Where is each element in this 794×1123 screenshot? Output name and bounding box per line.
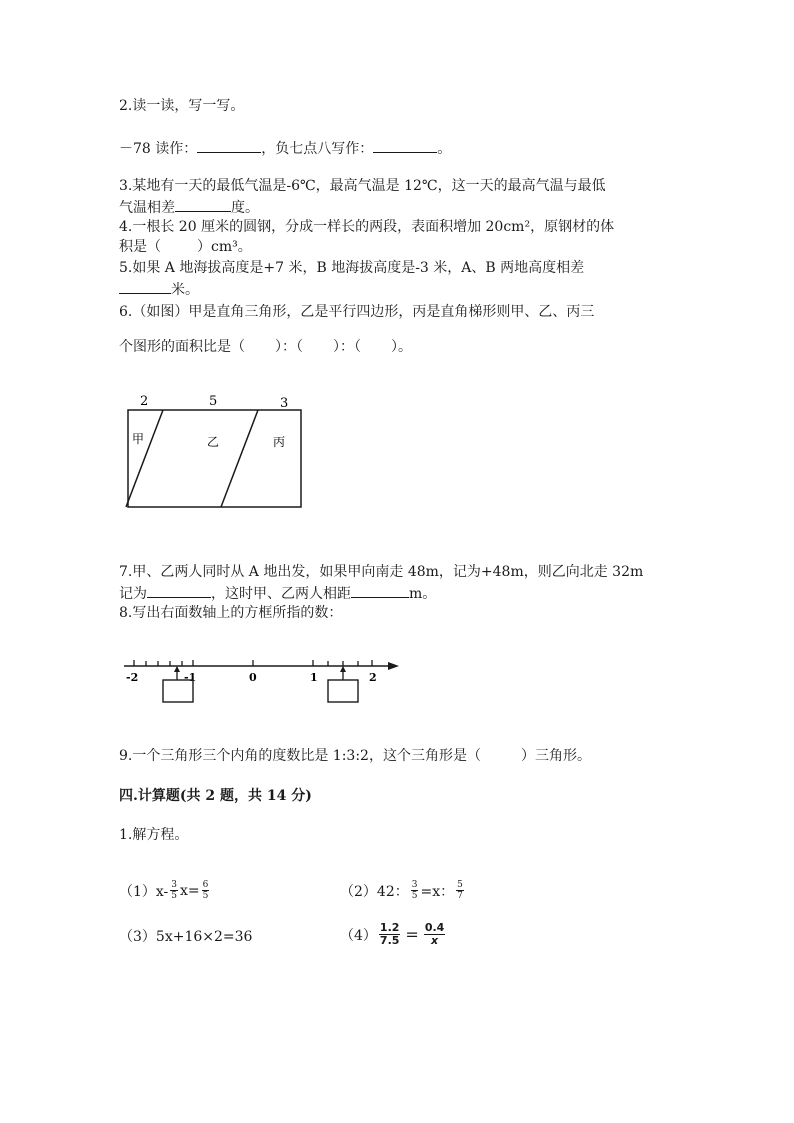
q3-blank[interactable] bbox=[175, 197, 231, 212]
eq1-f2-numerator: 6 bbox=[202, 880, 209, 890]
eq4-f1-numerator: 1.2 bbox=[379, 921, 400, 934]
eq4-mid: = bbox=[405, 925, 419, 944]
q2-part3: 。 bbox=[437, 141, 452, 157]
question-4-line-2 bbox=[119, 238, 252, 256]
eq1-f2-denominator: 5 bbox=[202, 891, 209, 901]
eq2-label: （2）42： bbox=[340, 883, 409, 900]
equation-2 bbox=[340, 880, 466, 901]
eq4-f2-denominator: x bbox=[431, 934, 439, 947]
q6-text-a: 个图形的面积比是（ bbox=[119, 339, 245, 355]
section-4-title: 四.计算题(共 2 题，共 14 分) bbox=[119, 788, 312, 804]
q6-text-c: ）：（ bbox=[333, 339, 361, 355]
q6-figure bbox=[118, 390, 313, 515]
q4-text-b: ）cm³。 bbox=[197, 239, 252, 255]
q2-part2: ，负七点八写作： bbox=[261, 141, 374, 157]
q5-blank[interactable] bbox=[119, 279, 171, 294]
q9-text-a: 9.一个三角形三个内角的度数比是 1:3:2，这个三角形是（ bbox=[119, 748, 481, 764]
question-7-line-1: 7.甲、乙两人同时从 A 地出发，如果甲向南走 48m，记为+48m，则乙向北走 32m bbox=[119, 564, 644, 580]
number-line-label-neg2: -2 bbox=[126, 671, 139, 684]
q6-figure-label-5: 5 bbox=[209, 394, 218, 409]
eq2-f1-denominator: 5 bbox=[411, 891, 418, 901]
question-9-line-1 bbox=[119, 747, 591, 765]
q6-figure-rectangle bbox=[128, 410, 301, 507]
q2-blank-2[interactable] bbox=[373, 138, 437, 153]
number-line-label-0: 0 bbox=[249, 671, 257, 684]
question-2-body bbox=[119, 138, 451, 158]
eq1-fraction-2 bbox=[202, 880, 210, 901]
q9-text-b: ）三角形。 bbox=[520, 748, 591, 764]
q6-text-d: ）。 bbox=[391, 339, 412, 355]
calc-1-title: 1.解方程。 bbox=[119, 827, 189, 843]
eq1-mid: x= bbox=[180, 882, 200, 899]
eq2-fraction-1 bbox=[411, 880, 419, 901]
eq2-f2-numerator: 5 bbox=[457, 880, 463, 890]
q5-text-b: 米。 bbox=[171, 282, 199, 298]
eq2-mid: =x： bbox=[420, 883, 455, 900]
eq1-f1-numerator: 3 bbox=[171, 880, 178, 890]
equation-3 bbox=[119, 926, 252, 946]
q7-blank-2[interactable] bbox=[351, 583, 409, 598]
question-3-line-1: 3.某地有一天的最低气温是-6℃，最高气温是 12℃，这一天的最高气温与最低 bbox=[119, 178, 606, 194]
question-7-line-2 bbox=[119, 583, 436, 603]
eq4-label: （4） bbox=[340, 927, 377, 944]
number-line-arrowhead bbox=[388, 662, 399, 670]
question-8-line-1: 8.写出右面数轴上的方框所指的数： bbox=[119, 605, 343, 621]
q3-text-b: 度。 bbox=[231, 200, 259, 216]
eq2-fraction-2 bbox=[456, 880, 464, 901]
q2-blank-1[interactable] bbox=[197, 138, 261, 153]
number-line-label-neg1: -1 bbox=[184, 671, 197, 684]
q6-figure-label-jia: 甲 bbox=[132, 432, 145, 446]
q6-figure-line-right bbox=[221, 410, 258, 507]
question-2-title: 2.读一读，写一写。 bbox=[119, 98, 245, 114]
eq4-f2-numerator: 0.4 bbox=[424, 921, 445, 934]
q6-figure-line-left bbox=[126, 410, 163, 507]
question-6-line-2 bbox=[119, 338, 412, 356]
q6-figure-label-2: 2 bbox=[140, 394, 149, 409]
q7-text-c: m。 bbox=[409, 586, 437, 602]
eq4-f1-denominator: 7.5 bbox=[379, 934, 400, 947]
q4-text-a: 积是（ bbox=[119, 239, 161, 255]
q6-figure-label-bing: 丙 bbox=[273, 435, 286, 449]
question-5-line-1: 5.如果 A 地海拔高度是+7 米，B 地海拔高度是-3 米，A、B 两地高度相差 bbox=[119, 260, 585, 276]
question-5-line-2 bbox=[119, 279, 199, 299]
eq1-fraction-1 bbox=[170, 880, 178, 901]
q6-text-b: ）：（ bbox=[275, 339, 303, 355]
eq1-f1-denominator: 5 bbox=[171, 891, 178, 901]
question-4-line-1: 4.一根长 20 厘米的圆钢，分成一样长的两段，表面积增加 20cm²，原钢材的体 bbox=[119, 219, 615, 235]
eq2-f2-denominator: 7 bbox=[457, 891, 463, 901]
q3-text-a: 气温相差 bbox=[119, 200, 175, 216]
q7-text-a: 记为 bbox=[119, 586, 147, 602]
q2-part1: －78 读作： bbox=[119, 141, 198, 157]
eq2-f1-numerator: 3 bbox=[411, 880, 418, 890]
question-6-line-1: 6.（如图）甲是直角三角形，乙是平行四边形，丙是直角梯形则甲、乙、丙三 bbox=[119, 304, 595, 320]
q6-figure-label-3: 3 bbox=[280, 396, 289, 411]
answer-box-right[interactable] bbox=[328, 680, 358, 702]
question-3-line-2 bbox=[119, 197, 259, 217]
equation-4 bbox=[340, 922, 447, 947]
number-line-label-1: 1 bbox=[310, 671, 318, 684]
number-line-label-2: 2 bbox=[369, 671, 377, 684]
equation-1 bbox=[119, 880, 211, 901]
number-line-figure bbox=[118, 650, 403, 708]
eq1-label: （1）x- bbox=[119, 883, 169, 900]
eq4-fraction-1 bbox=[379, 922, 401, 947]
number-line-ticks bbox=[134, 660, 372, 666]
pointer-right bbox=[328, 666, 358, 702]
q7-text-b: ，这时甲、乙两人相距 bbox=[211, 586, 351, 602]
eq4-fraction-2 bbox=[424, 922, 446, 947]
eq3-text: （3）5x+16×2=36 bbox=[119, 929, 253, 945]
q6-figure-label-yi: 乙 bbox=[207, 435, 220, 449]
q7-blank-1[interactable] bbox=[147, 583, 211, 598]
